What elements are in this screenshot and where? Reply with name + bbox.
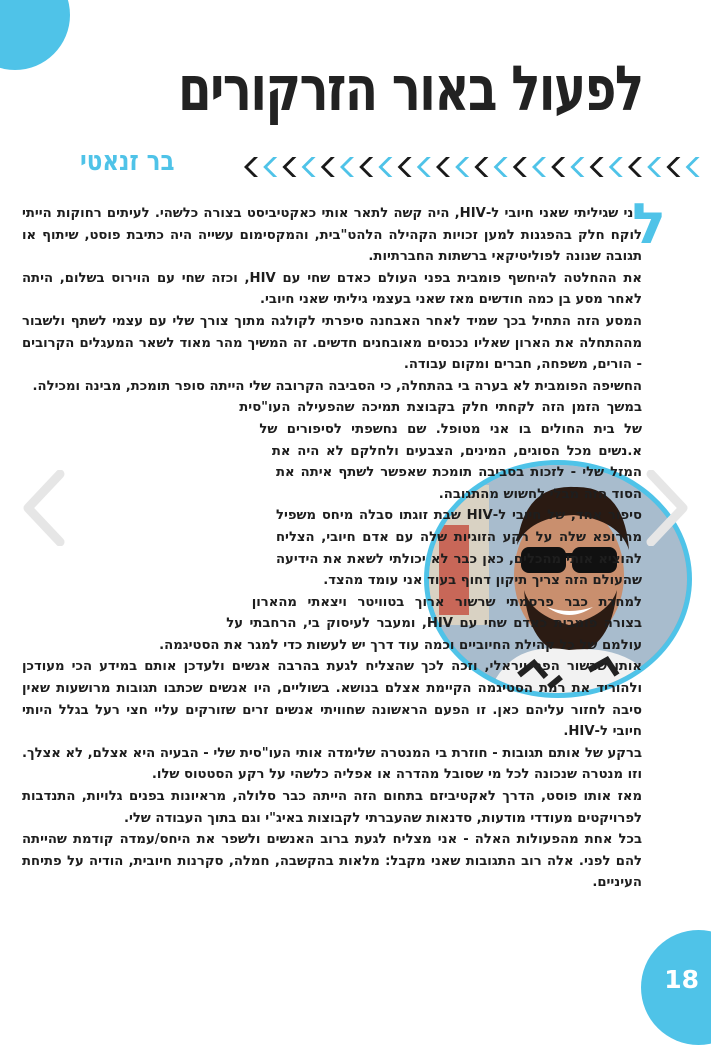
article-paragraph: ברקע של אותם תגובות - חוזרת בי המנטרה שלימדה אותי העו"סית שלי - הבעיה היא אצלם, לא אצלך. וזו מנטרה שנכונה לכל מי שסובל מהדרה או אפליה כלשהי על רקע הסטטוס שלו. [22, 745, 642, 783]
chevron-icon [455, 157, 469, 177]
chevron-divider [240, 154, 705, 180]
chevron-icon [551, 157, 565, 177]
page-title: לפעול באור הזרקורים [178, 52, 643, 125]
chevron-icon [570, 157, 584, 177]
drop-cap: ל [632, 192, 666, 257]
chevron-icon [359, 157, 373, 177]
chevron-icon [513, 157, 527, 177]
chevron-icon [244, 157, 258, 177]
chevron-icon [494, 157, 508, 177]
article-paragraph: את ההחלטה להיחשף פומבית בפני העולם כאדם שחי עם HIV, וכזה שחי עם הוירוס בשלום, היתה לאחר מסע בן כמה חודשים מאז שאני בעצמי גיליתי שאני חיובי. [22, 270, 643, 308]
chevron-icon [436, 157, 450, 177]
chevron-icon [474, 157, 488, 177]
article-paragraph: המסע הזה התחיל בכך שמיד לאחר האבחנה סיפרתי לקולגה מתוך צורך שלי עם עצמי לשתף ולשבור מההתחלה את הארון שאליו נכנסים מאובחנים חדשים. זה המשיך מהר מאוד לשאר המעגלים הקרובים - הורים, משפחה, חברים ומקום עבודה. [22, 313, 642, 373]
chevron-icon [628, 157, 642, 177]
chevron-icon [590, 157, 604, 177]
chevron-icon [647, 157, 661, 177]
article-paragraph: מאז אותו פוסט, הדרך לאקטיביזם בתחום הזה הייתה כבר סלולה, מראיונות בפנים גלויות, התנדבות לפרויקטים מעודדי מודעות, סדנאות שהעברתי לקבוצות באיג"י וגם בתוך העבודה שלי. [22, 789, 642, 826]
chevron-icon [532, 157, 546, 177]
chevron-icon [398, 157, 412, 177]
chevron-icon [282, 157, 296, 177]
author-name: בר זנאטי [80, 146, 175, 177]
chevron-icon [378, 157, 392, 177]
chevron-icon [666, 157, 680, 177]
chevron-icon [609, 157, 623, 177]
article-body [22, 192, 666, 894]
page-number: 18 [664, 965, 699, 994]
photo-text-wrap [22, 397, 270, 625]
next-page-arrow-icon[interactable] [643, 470, 691, 546]
article-paragraph: אותו שרשור הפך ויראלי, וזכה לכך שהצליח לגעת בהרבה אנשים ולעדכן אותם במידע הכי מעודכן ולהוריד את רמת הסטיגמה הקיימת אצלם בנושא. בשוליים, היו אנשים שכתבו תגובות מרושעות שאין סיבה לחזור עליהם כאן. זו הפעם הראשונה שחוויתי אנשים זרים שזורקים עליי חצי רעל בגלל היותי חיובי ל-HIV. [22, 659, 642, 740]
corner-decoration-top-left [0, 0, 70, 70]
chevron-icon [340, 157, 354, 177]
article-paragraph: סיפור אחד, של חיובי ל-HIV שבת זוגתו סבלה מיחס משפיל מהרופא שלה על רקע הזוגיות שלה עם אדם חיובי, הצליח להוציא אותי מהכלים, כאן כבר לא יכולתי לשאת את הידיעה שהעולם הזה צריך תיקון דחוף בעוד אני עומד מהצד. [276, 508, 642, 589]
chevron-icon [417, 157, 431, 177]
article-paragraph: במשך הזמן הזה לקחתי חלק בקבוצת תמיכה שהפעילה העו"סית של בית החולים בו אני מטופל. שם נחשפתי לסיפורים של א.נשים מכל הסוגים, המינים, הצבעים ולחלקם לא היה את המזל שלי - לזכות בסביבה תומכת שאפשר לשתף איתה את הסוד הזה מבלי לחשוש מהתגובה. [239, 400, 642, 502]
article-paragraph: החשיפה הפומבית לא בערה בי בהתחלה, כי הסביבה הקרובה שלי הייתה סופר תומכת, מבינה ומכילה. [32, 378, 642, 394]
chevron-icon [686, 157, 700, 177]
chevron-icon [321, 157, 335, 177]
article-paragraph: למחרת כבר פרסמתי שרשור ארוך בטוויטר ויצאתי מהארון בצורה פומבית כאדם שחי עם HIV, ומעבר לעיסוק בי, הרחבתי על עולמם של כל קהילת החיוביים וכמה עוד דרך יש לעשות כדי למגר את הסטיגמה. [159, 594, 642, 653]
chevron-icon [263, 157, 277, 177]
chevron-icon [302, 157, 316, 177]
article-paragraph: פני שגיליתי שאני חיובי ל-HIV, היה קשה לתאר אותי כאקטיביסט בצורה כלשהי. לעיתים רחוקות הייתי לוקח חלק בהפגנות למען זכויות הקהילה הלהט"בית, והמקסימום עשייה היה כתיבת פוסט, שיתוף או תגובה שנונה לפוליטיקאי ברשתות החברתיות. [22, 206, 643, 265]
article-paragraph: בכל אחת מהפעולות האלה - אני מצליח לגעת ברוב האנשים ולשפר את היחס/עמדה קודמת שהייתה להם לפני. אלה רוב התגובות שאני מקבל: מלאות בהקשבה, חמלה, סקרנות חיובית, הודיה על פתיחת העיניים. [22, 832, 642, 891]
